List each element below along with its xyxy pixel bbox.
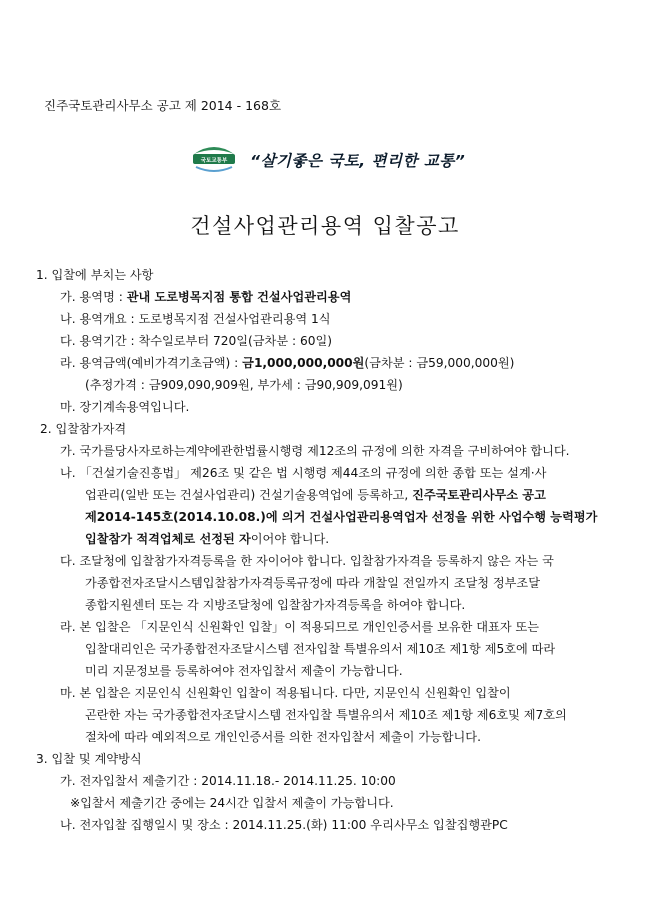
- section2-item-na-2a: 업관리(일반 또는 건설사업관리) 건설기술용역업에 등록하고,: [85, 488, 413, 502]
- section2-item-na-4a: 입찰참가 적격업체로 선정된 자: [85, 532, 251, 546]
- section3-heading: 3. 입찰 및 계약방식: [36, 752, 142, 766]
- section2-item-na-3: 제2014-145호(2014.10.08.)에 의거 건설사업관리용역업자 선정을 위한 사업수행 능력평가: [85, 510, 598, 524]
- section1-item-ga-value: 관내 도로병목지점 통합 건설사업관리용역: [126, 290, 352, 304]
- section3-item-na: 나. 전자입찰 집행일시 및 장소 : 2014.11.25.(화) 11:00 우리사무소 입찰집행관PC: [60, 818, 508, 832]
- slogan: “살기좋은 국토, 편리한 교통”: [250, 152, 466, 170]
- page-title: 건설사업관리용역 입찰공고: [190, 214, 460, 238]
- section1-item-ra-value: 금1,000,000,000원: [242, 356, 365, 370]
- section3-item-ga: 가. 전자입찰서 제출기간 : 2014.11.18.- 2014.11.25. 10:00: [60, 774, 396, 788]
- section2-item-da-2: 가종합전자조달시스템입찰참가자격등록규정에 따라 개찰일 전일까지 조달청 정부조달: [85, 576, 540, 590]
- section1-heading: 1. 입찰에 부치는 사항: [36, 268, 154, 282]
- section1-item-ra-label: 라. 용역금액(예비가격기초금액) :: [60, 356, 243, 370]
- section2-item-na-1: 나. 「건설기술진흥법」 제26조 및 같은 법 시행령 제44조의 규정에 의한 종합 또는 설계·사: [60, 466, 547, 480]
- section2-item-na-2b: 진주국토관리사무소 공고: [412, 488, 546, 502]
- section2-item-da-3: 종합지원센터 또는 각 지방조달청에 입찰참가자격등록을 하여야 합니다.: [85, 598, 466, 612]
- section2-item-na-2: [85, 484, 546, 506]
- section2-item-na-4: [85, 528, 329, 550]
- section2-item-ra-2: 입찰대리인은 국가종합전자조달시스템 전자입찰 특별유의서 제10조 제1항 제5호에 따라: [85, 642, 556, 656]
- section1-item-na: 나. 용역개요 : 도로병목지점 건설사업관리용역 1식: [60, 312, 331, 326]
- section2-item-ma-3: 절차에 따라 예외적으로 개인인증서를 의한 전자입찰서 제출이 가능합니다.: [85, 730, 481, 744]
- section1-item-ra-rest: (금차분 : 금59,000,000원): [364, 356, 515, 370]
- section1-item-ra: [60, 352, 514, 374]
- section1-item-ga: [60, 286, 351, 308]
- ministry-logo: [190, 142, 238, 174]
- section2-item-na-4b: 이어야 합니다.: [250, 532, 330, 546]
- section2-item-ra-1: 라. 본 입찰은 「지문인식 신원확인 입찰」이 적용되므로 개인인증서를 보유한 대표자 또는: [60, 620, 540, 634]
- section1-item-ma: 마. 장기계속용역입니다.: [60, 400, 190, 414]
- section2-item-ma-2: 곤란한 자는 국가종합전자조달시스템 전자입찰 특별유의서 제10조 제1항 제6호및 제7호의: [85, 708, 567, 722]
- notice-number: 진주국토관리사무소 공고 제 2014 - 168호: [44, 98, 282, 113]
- section3-item-ga-note: ※입찰서 제출기간 중에는 24시간 입찰서 제출이 가능합니다.: [70, 796, 394, 810]
- section2-heading: 2. 입찰참가자격: [40, 422, 127, 436]
- logo-slogan-row: [190, 140, 510, 180]
- section2-item-da-1: 다. 조달청에 입찰참가자격등록을 한 자이어야 합니다. 입찰참가자격을 등록하지 않은 자는 국: [60, 554, 554, 568]
- logo-text: 국토교통부: [200, 158, 228, 164]
- section2-item-ma-1: 마. 본 입찰은 지문인식 신원확인 입찰이 적용됩니다. 다만, 지문인식 신원확인 입찰이: [60, 686, 511, 700]
- section2-item-ga: 가. 국가를당사자로하는계약에관한법률시행령 제12조의 규정에 의한 자격을 구비하여야 합니다.: [60, 444, 570, 458]
- section2-item-ra-3: 미리 지문정보를 등록하여야 전자입찰서 제출이 가능합니다.: [85, 664, 403, 678]
- section1-item-ra-sub: (추정가격 : 금909,090,909원, 부가세 : 금90,909,091원): [85, 378, 403, 392]
- section1-item-da: 다. 용역기간 : 착수일로부터 720일(금차분 : 60일): [60, 334, 332, 348]
- section1-item-ga-label: 가. 용역명 :: [60, 290, 127, 304]
